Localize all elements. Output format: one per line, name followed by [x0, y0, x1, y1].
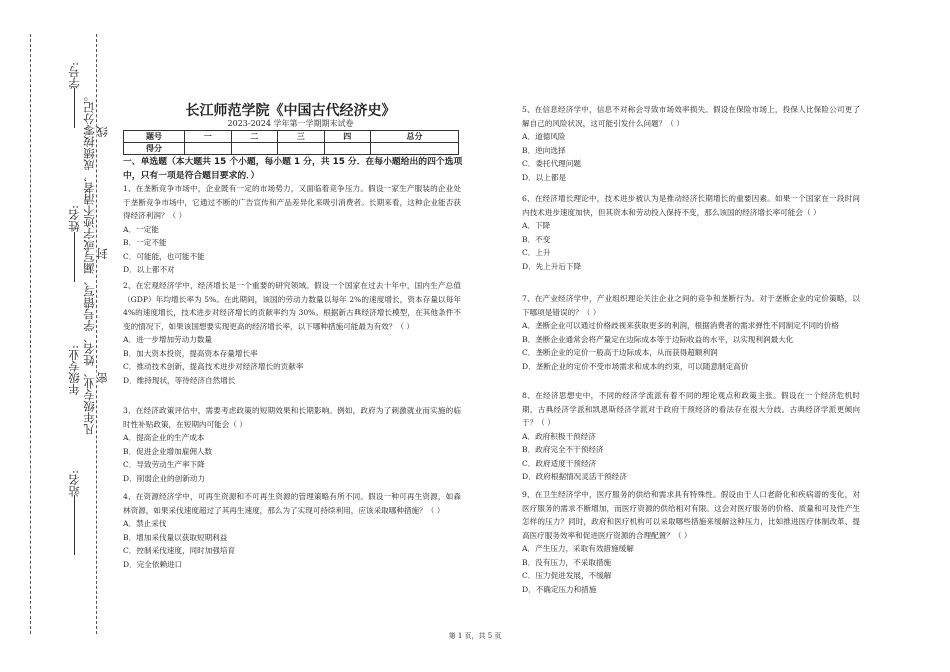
question-stem: 5、在信息经济学中，信息不对称会导致市场效率损失。假设在保险市场上，投保人比保险公司更了解自己的风险状况，这可能引发什么问题？（ ）: [522, 105, 860, 128]
question-stem: 4、在资源经济学中，可再生资源和不可再生资源的管理策略有所不同。假设一种可再生资源，如森林资源，如果采伐速度超过了其再生速度，那么为了实现可持续利用，应该采取哪种措施？（ ）: [123, 492, 461, 515]
binding-notice: 凡年级专业、姓名、学号错写、漏写或字迹不清者，成绩按零分记。: [82, 90, 96, 435]
question-6: [522, 192, 860, 273]
option-a[interactable]: A．提高企业的生产成本: [123, 433, 205, 442]
score-cell: 三: [278, 131, 325, 143]
question-stem: 8、在经济思想史中，不同的经济学流派有着不同的理论观点和政策主张。假设在一个经济危机时期，古典经济学派和凯恩斯经济学派对于政府干预经济的看法存在很大分歧。古典经济学派更倾向于？（ ）: [522, 391, 860, 427]
option-a[interactable]: A．进一步增加劳动力数量: [123, 335, 213, 344]
option-c[interactable]: C．推动技术创新，提高技术进步对经济增长的贡献率: [123, 362, 304, 371]
question-9: [522, 488, 860, 596]
option-d[interactable]: D．以上都不对: [123, 265, 175, 274]
question-stem: 9、在卫生经济学中，医疗服务的供给和需求具有特殊性。假设由于人口老龄化和疾病谱的变化，对医疗服务的需求不断增加，而医疗资源的供给相对有限。这会对医疗服务的价格、质量和可及性产生怎样的压力？同时，政府和医疗机构可以采取哪些措施来缓解这种压力，比如推进医疗体制改革、提高医疗服务效率和促进医疗资源的合理配置？（ ）: [522, 490, 860, 540]
score-table-score-row: [124, 143, 459, 155]
option-d[interactable]: D．完全依赖进口: [123, 559, 183, 569]
site-line: [74, 495, 75, 555]
binding-line-right: [96, 34, 97, 634]
option-d[interactable]: D．以上都是: [522, 172, 567, 182]
option-a[interactable]: A．产生压力，采取有效措施缓解: [522, 544, 634, 553]
option-b[interactable]: B．促进企业增加雇佣人数: [123, 446, 213, 456]
score-cell: 总分: [371, 131, 459, 143]
question-stem: 1、在垄断竞争市场中，企业既有一定的市场势力，又面临着竞争压力。假设一家生产服装的企业处于垄断竞争市场中，它通过不断的广告宣传和产品差异化来吸引消费者。长期来看，这种企业能否获得经济利润？（ ）: [123, 184, 461, 220]
option-c[interactable]: C．委托代理问题: [522, 159, 581, 168]
question-3: [123, 404, 461, 485]
option-b[interactable]: B．垄断企业通常会将产量定在边际成本等于边际收益的水平，以实现利润最大化: [522, 334, 794, 344]
score-cell: 四: [324, 131, 371, 143]
question-2: [123, 279, 461, 387]
score-cell: 二: [231, 131, 278, 143]
option-d[interactable]: D．削弱企业的创新动力: [123, 473, 206, 483]
score-input-cell[interactable]: [278, 143, 325, 155]
option-d[interactable]: D．不确定压力和措施: [522, 584, 597, 594]
option-a[interactable]: A．政府积极干预经济: [522, 431, 596, 441]
option-a[interactable]: A．垄断企业可以通过价格歧视来获取更多的利润，根据消费者的需求弹性不同制定不同的价格: [522, 321, 839, 330]
score-cell: 一: [185, 131, 232, 143]
grade-major-label: 年级专业:: [67, 345, 81, 395]
option-b[interactable]: B．政府完全不干预经济: [522, 445, 604, 454]
score-cell: 得分: [124, 143, 185, 155]
option-b[interactable]: B．加大资本投资，提高资本存量增长率: [123, 348, 258, 358]
score-input-cell[interactable]: [371, 143, 459, 155]
question-stem: 3、在经济政策评估中，需要考虑政策的短期效果和长期影响。例如，政府为了刺激就业而实施的临时性补贴政策，在短期内可能会（ ）: [123, 406, 461, 429]
question-7: [522, 292, 860, 373]
option-c[interactable]: C．导致劳动生产率下降: [123, 460, 205, 469]
score-cell: 题号: [124, 131, 185, 143]
seal-xian: 线: [95, 126, 109, 138]
seal-feng: 封: [95, 248, 109, 260]
name-line: [74, 232, 75, 282]
binding-line-left: [30, 34, 31, 634]
question-5: [522, 103, 860, 184]
page-number: 第 1 页，共 5 页: [448, 632, 502, 640]
option-d[interactable]: D．先上升后下降: [522, 261, 582, 271]
option-b[interactable]: B．逆向选择: [522, 145, 566, 155]
question-stem: 7、在产业经济学中，产业组织理论关注企业之间的竞争和垄断行为。对于垄断企业的定价策略，以下哪项是错误的？（ ）: [522, 294, 860, 317]
binding-margin: [0, 0, 108, 672]
option-c[interactable]: C．上升: [522, 248, 551, 257]
option-c[interactable]: C．控制采伐速度，同时加强培育: [123, 546, 236, 555]
option-d[interactable]: D．垄断企业的定价不受市场需求和成本的约束，可以随意制定高价: [522, 361, 749, 371]
site-label: 站名:: [67, 470, 81, 497]
option-a[interactable]: A．禁止采伐: [123, 519, 167, 528]
option-d[interactable]: D．维持现状，等待经济自然增长: [123, 375, 236, 385]
option-a[interactable]: A．下降: [522, 221, 551, 230]
score-input-cell[interactable]: [324, 143, 371, 155]
score-table: [123, 130, 459, 155]
option-a[interactable]: A．一定能: [123, 224, 159, 234]
student-id-line: [74, 88, 75, 128]
option-c[interactable]: C．政府适度干预经济: [522, 458, 597, 468]
question-stem: 6、在经济增长理论中，技术进步被认为是推动经济长期增长的重要因素。如果一个国家在一段时间内技术进步速度加快，但其资本和劳动投入保持不变，那么该国的经济增长率可能会（ ）: [522, 194, 860, 217]
question-1: [123, 182, 461, 277]
student-id-label: 学号:: [67, 62, 81, 89]
option-b[interactable]: B．不变: [522, 234, 551, 244]
option-a[interactable]: A．道德风险: [522, 132, 566, 141]
score-input-cell[interactable]: [231, 143, 278, 155]
question-stem: 2、在宏观经济学中，经济增长是一个重要的研究领域。假设一个国家在过去十年中，国内生产总值（GDP）年均增长率为 5%。在此期间，该国的劳动力数量以每年 2%的速度增长，资本存量以每年 4%的速度增长，技术进步对经济增长的贡献率约为 30%。根据新古典经济增长模型，在其他条件不变的情况下，如果该国想要实现更高的经济增长率，以下哪种措施可能最为有效？（ ）: [123, 281, 461, 331]
page-subtitle: 2023-2024 学年第一学期期末试卷: [227, 119, 354, 128]
option-d[interactable]: D．政府根据情况灵活干预经济: [522, 472, 627, 481]
question-8: [522, 389, 860, 484]
score-table-header-row: [124, 131, 459, 143]
option-b[interactable]: B．没有压力，不采取措施: [522, 557, 612, 567]
question-4: [123, 490, 461, 571]
section-heading: 一、单选题（本大题共 15 个小题，每小题 1 分，共 15 分．在每小题给出的四个选项中，只有一项是符合题目要求的．）: [123, 157, 463, 181]
name-label: 姓名:: [67, 205, 81, 232]
score-input-cell[interactable]: [185, 143, 232, 155]
option-c[interactable]: C．垄断企业的定价一般高于边际成本，从而获得超额利润: [522, 348, 718, 357]
option-b[interactable]: B．一定不能: [123, 238, 167, 247]
option-c[interactable]: C．压力促进发展，不缓解: [522, 571, 612, 580]
page-title: 长江师范学院《中国古代经济史》: [185, 103, 396, 119]
seal-mi: 密: [95, 372, 109, 384]
option-b[interactable]: B．增加采伐量以获取短期利益: [123, 532, 228, 542]
option-c[interactable]: C．可能能，也可能不能: [123, 251, 205, 261]
